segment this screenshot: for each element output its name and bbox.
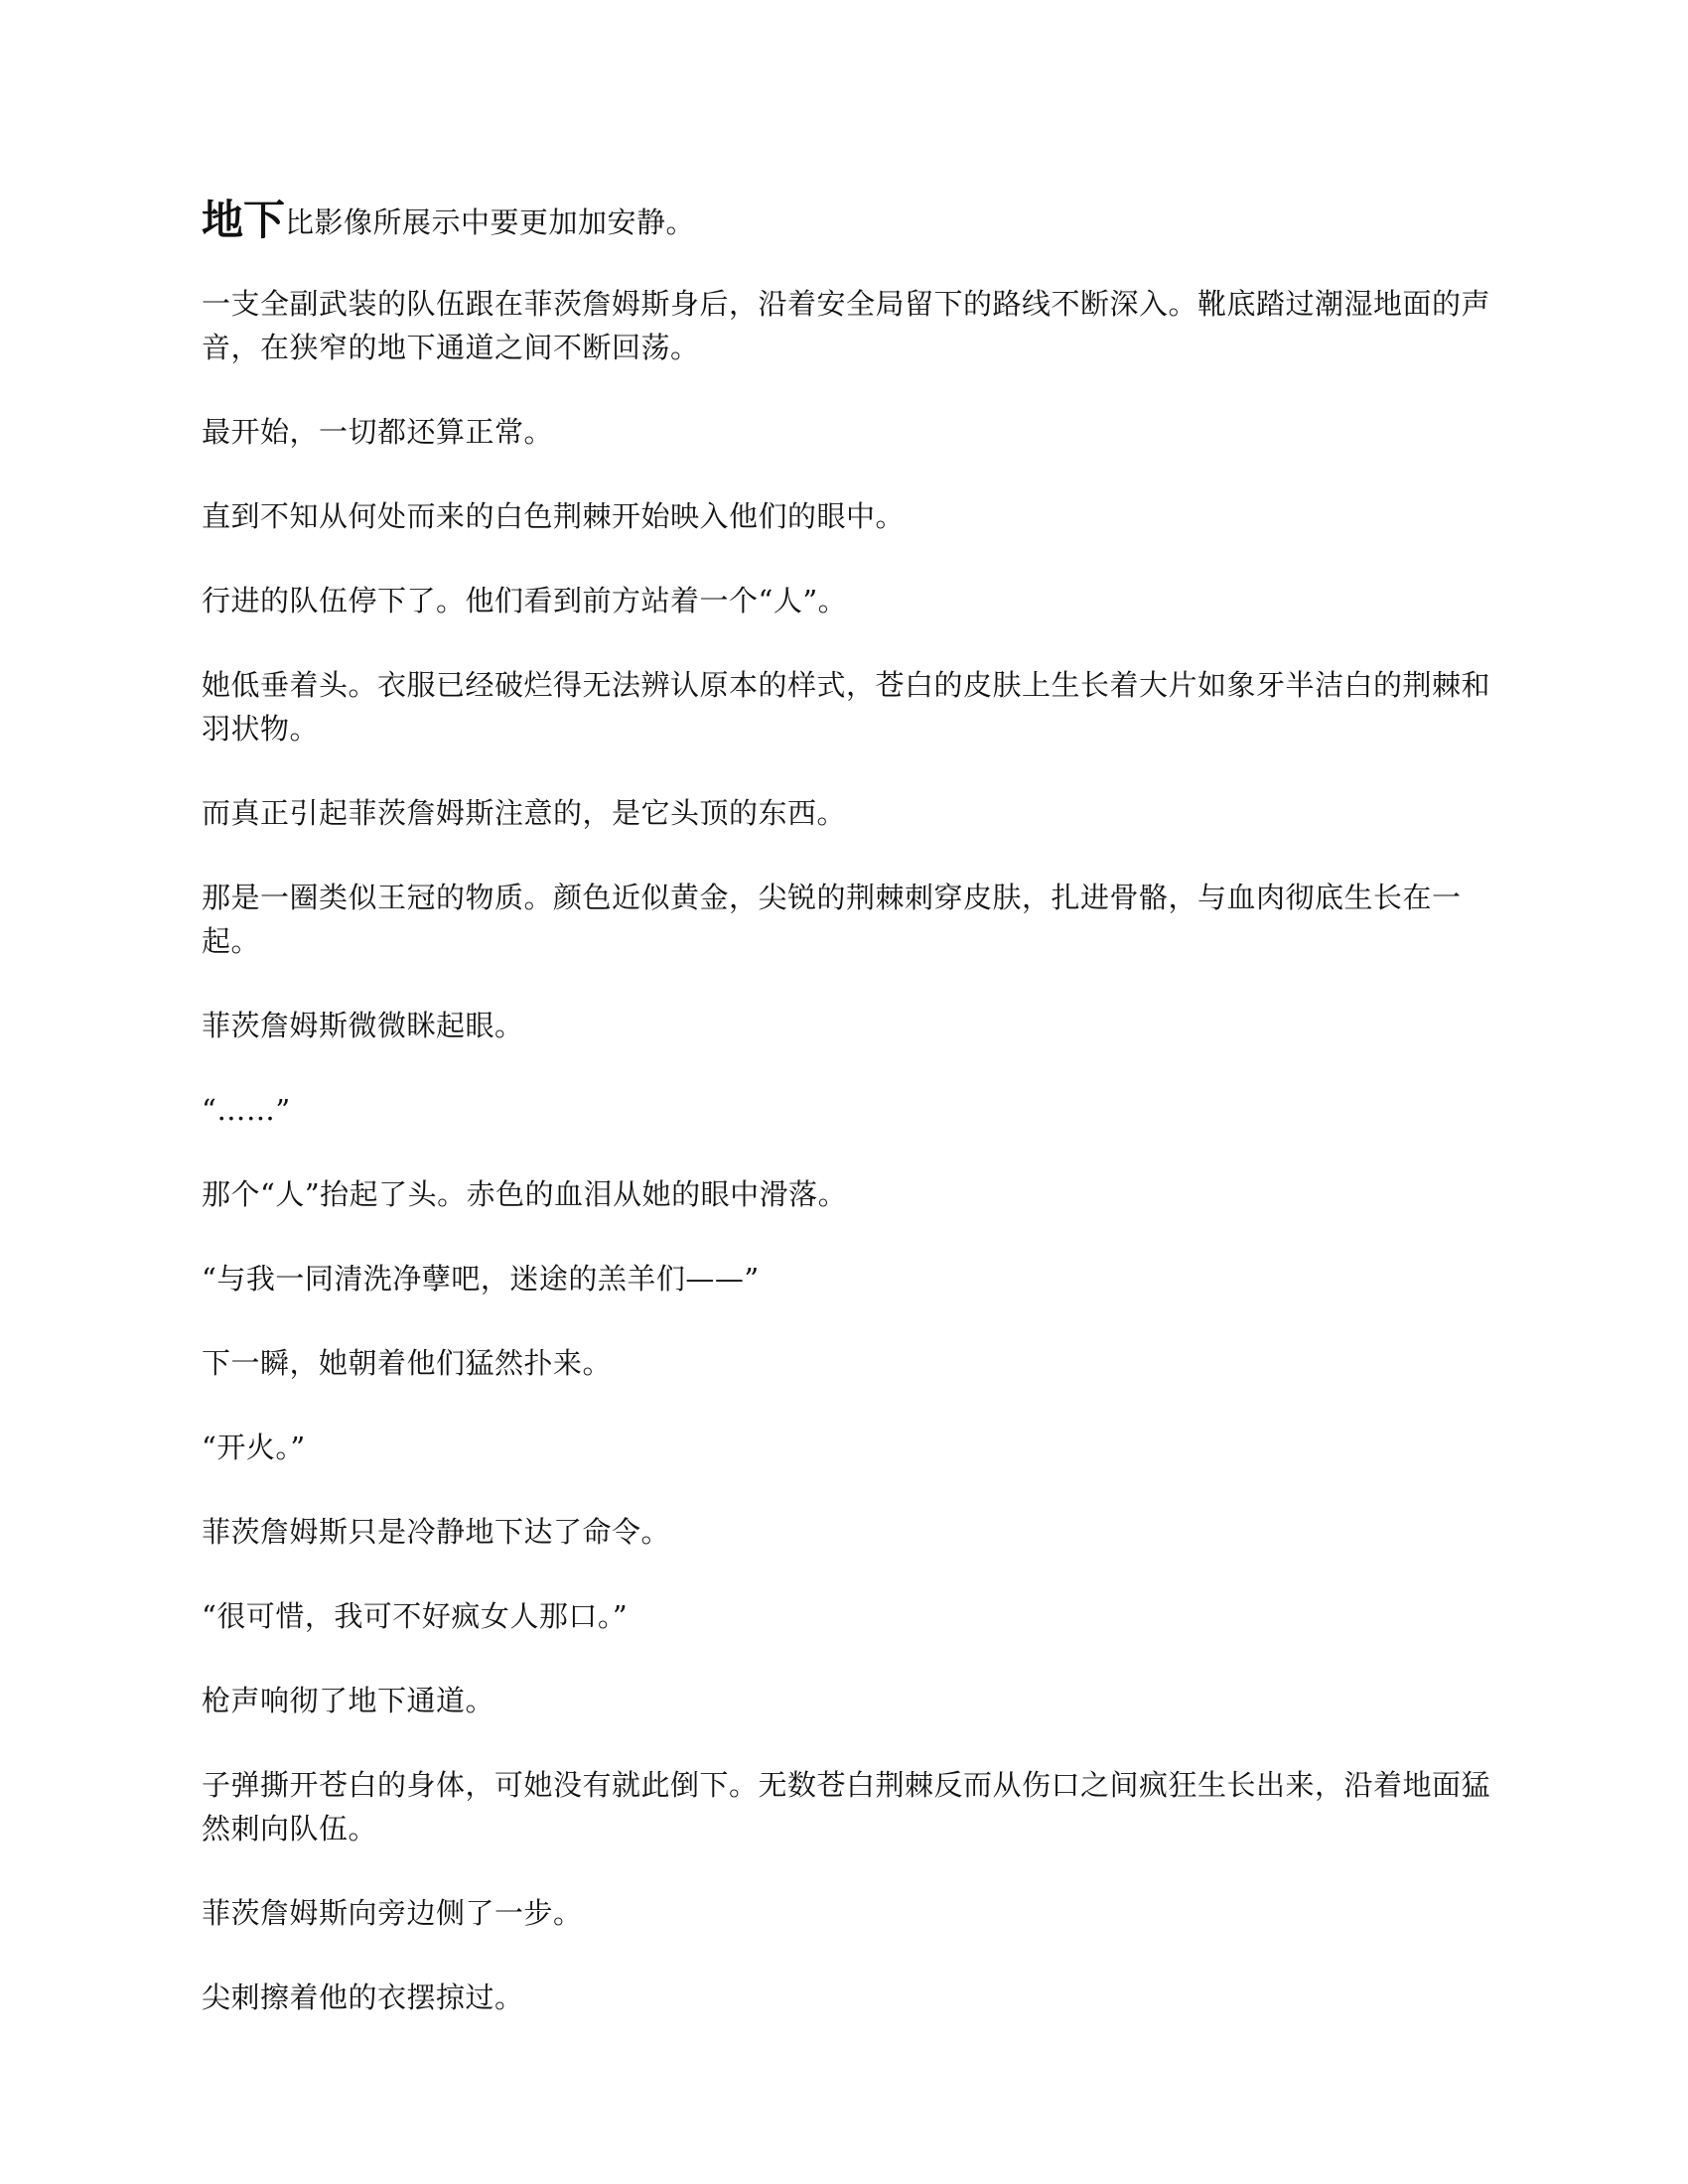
paragraph: 最开始，一切都还算正常。 <box>202 415 554 449</box>
paragraph: 行进的队伍停下了。他们看到前方站着一个“人”。 <box>202 584 848 617</box>
opening-text: 比影像所展示中要更加加安静。 <box>285 205 696 239</box>
paragraph: 那是一圈类似王冠的物质。颜色近似黄金，尖锐的荆棘刺穿皮肤，扎进骨骼，与血肉彻底生长在一起。 <box>202 881 1462 958</box>
dialogue-paragraph: “与我一同清洗净孽吧，迷途的羔羊们——” <box>202 1262 760 1296</box>
paragraph: 尖刺擦着他的衣摆掠过。 <box>202 1980 524 2014</box>
dialogue-paragraph: “很可惜，我可不好疯女人那口。” <box>202 1599 629 1633</box>
paragraph: 子弹撕开苍白的身体，可她没有就此倒下。无数苍白荆棘反而从伤口之间疯狂生长出来，沿着地面猛然刺向队伍。 <box>202 1768 1491 1845</box>
opening-paragraph <box>202 196 1492 244</box>
paragraph: 那个“人”抬起了头。赤色的血泪从她的眼中滑落。 <box>202 1177 848 1211</box>
opening-lead-words: 地下 <box>202 196 286 244</box>
paragraph: 菲茨詹姆斯向旁边侧了一步。 <box>202 1896 583 1930</box>
paragraph: 而真正引起菲茨詹姆斯注意的，是它头顶的东西。 <box>202 796 847 830</box>
paragraph: 菲茨詹姆斯只是冷静地下达了命令。 <box>202 1515 671 1549</box>
paragraph: 直到不知从何处而来的白色荆棘开始映入他们的眼中。 <box>202 499 906 533</box>
paragraph: 枪声响彻了地下通道。 <box>202 1684 495 1717</box>
paragraph: 下一瞬，她朝着他们猛然扑来。 <box>202 1346 613 1380</box>
paragraph: 一支全副武装的队伍跟在菲茨詹姆斯身后，沿着安全局留下的路线不断深入。靴底踏过潮湿地面的声音，在狭窄的地下通道之间不断回荡。 <box>202 287 1491 364</box>
paragraph: 菲茨詹姆斯微微眯起眼。 <box>202 1009 524 1042</box>
dialogue-paragraph: “开火。” <box>202 1431 306 1464</box>
document-body <box>202 196 1492 2060</box>
dialogue-paragraph: “……” <box>202 1093 291 1127</box>
paragraph: 她低垂着头。衣服已经破烂得无法辨认原本的样式，苍白的皮肤上生长着大片如象牙半洁白的荆棘和羽状物。 <box>202 668 1491 746</box>
